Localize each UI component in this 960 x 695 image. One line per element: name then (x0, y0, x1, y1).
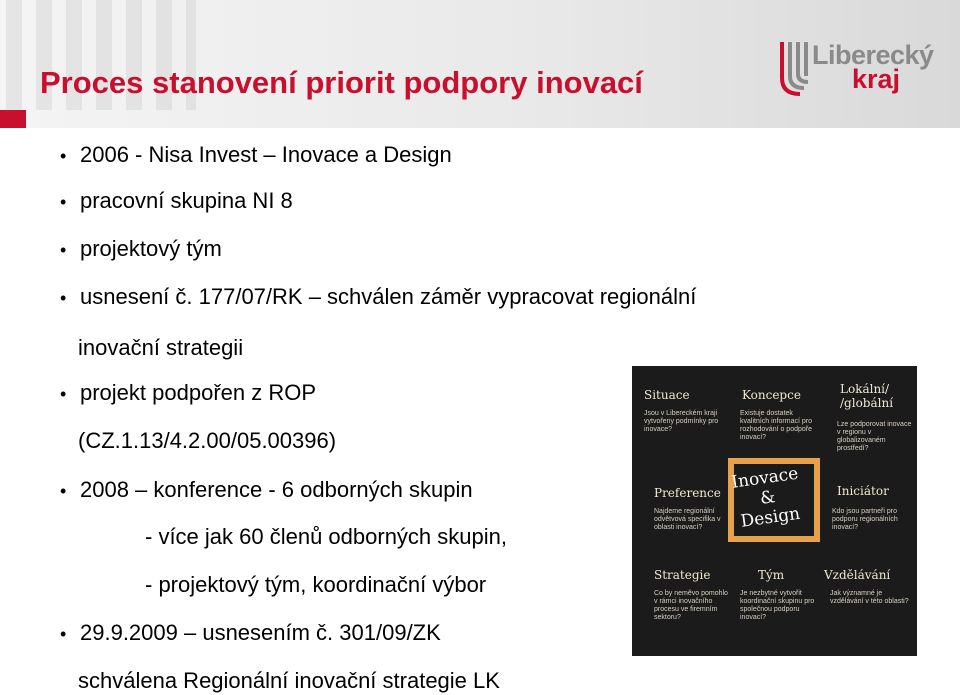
sub-item: - více jak 60 členů odborných skupin, (145, 524, 507, 549)
cover-heading-situace: Situace (644, 388, 690, 402)
list-item: projekt podpořen z ROP (80, 380, 317, 405)
cover-text-situace: Jsou v Libereckém kraji vytvořeny podmínky pro inovace? (644, 410, 719, 433)
inovace-design-cover-image (632, 366, 917, 656)
list-item: usnesení č. 177/07/RK – schválen záměr vypracovat regionální (80, 284, 697, 309)
bullet-dot: • (60, 192, 67, 212)
sub-item: - projektový tým, koordinační výbor (145, 572, 487, 597)
logo-word-liberecky: Liberecký (812, 40, 934, 70)
list-item: 29.9.2009 – usnesením č. 301/09/ZK (80, 620, 441, 645)
cover-heading-globalni: /globální (840, 396, 894, 410)
page-title: Proces stanovení priorit podpory inovací (40, 65, 643, 100)
logo-word-kraj: kraj (852, 64, 901, 94)
cover-text-preference: Najdeme regionální odvětvová specifika v oblasti inovací? (654, 508, 721, 531)
cover-text-vzdelavani: Jak významné je vzdělávání v této oblasti? (830, 590, 909, 605)
list-item: pracovní skupina NI 8 (80, 188, 293, 213)
cover-text-strategie: Co by neměvo pomohlo v rámci inovačního procesu ve firemním sektoru? (654, 590, 728, 621)
list-item: projektový tým (80, 236, 222, 261)
cover-title-design: Design (739, 503, 802, 532)
list-item-continuation: schválena Regionální inovační strategie LK (78, 668, 500, 693)
bullet-dot: • (60, 624, 67, 644)
bullet-dot: • (60, 481, 67, 501)
cover-heading-koncepce: Koncepce (742, 388, 801, 402)
cover-heading-strategie: Strategie (654, 568, 711, 582)
bullet-dot: • (60, 146, 67, 166)
cover-heading-lokalni: Lokální/ (840, 382, 890, 396)
cover-text-tym: Je nezbytné vytvořit koordinační skupinu pro společnou podporu inovací? (740, 590, 815, 621)
cover-heading-vzdelavani: Vzdělávání (824, 568, 891, 582)
cover-title-amp: & (758, 487, 777, 509)
cover-heading-tym: Tým (758, 568, 785, 582)
cover-center-title (730, 464, 805, 533)
cover-heading-iniciator: Iniciátor (837, 484, 889, 498)
bullet-dot: • (60, 288, 67, 308)
cover-text-koncepce: Existuje dostatek kvalitních informací pro rozhodování o podpoře inovací? (740, 410, 812, 441)
bullet-dot: • (60, 240, 67, 260)
list-item: 2006 - Nisa Invest – Inovace a Design (80, 142, 452, 167)
cover-text-iniciator: Kdo jsou partneři pro podporu regionálních inovací? (832, 508, 898, 531)
list-item-continuation: (CZ.1.13/4.2.00/05.00396) (78, 428, 337, 453)
list-item: 2008 – konference - 6 odborných skupin (80, 477, 473, 502)
bullet-dot: • (60, 384, 67, 404)
list-item-continuation: inovační strategii (78, 335, 244, 360)
cover-heading-preference: Preference (654, 486, 721, 500)
cover-text-lokalni: Lze podporovat inovace v regionu v globalizovaném prostředí? (837, 421, 912, 452)
cover-title-inovace: Inovace (730, 463, 800, 493)
